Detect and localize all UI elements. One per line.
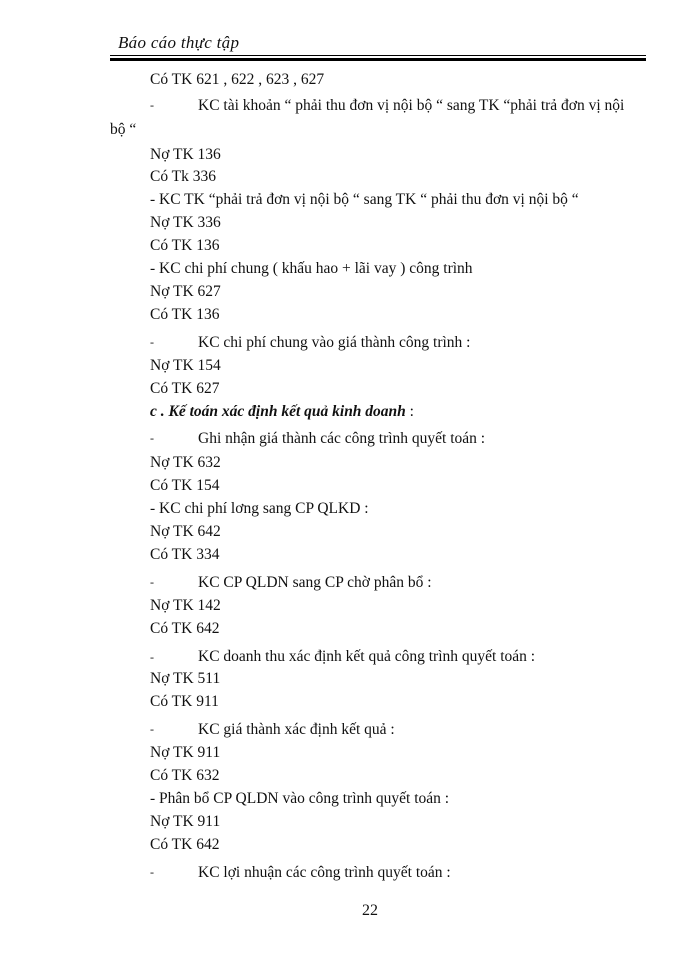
text-line: Nợ TK 136 bbox=[150, 146, 221, 163]
bullet-marker: - bbox=[150, 575, 154, 589]
text-line: Nợ TK 627 bbox=[150, 283, 221, 300]
text-line: Có TK 154 bbox=[150, 477, 220, 494]
header-rule-thick bbox=[110, 58, 646, 61]
text-line: Nợ TK 642 bbox=[150, 523, 221, 540]
text-line: Nợ TK 911 bbox=[150, 744, 221, 761]
text-line: Có TK 621 , 622 , 623 , 627 bbox=[150, 71, 325, 88]
text-line: KC tài khoản “ phải thu đơn vị nội bộ “ sang TK “phải trả đơn vị nội bbox=[198, 97, 625, 114]
text-line: Nợ TK 142 bbox=[150, 597, 221, 614]
section-heading-colon: : bbox=[405, 403, 414, 420]
text-line: Có TK 627 bbox=[150, 380, 220, 397]
text-line: Có TK 334 bbox=[150, 546, 220, 563]
text-line: Nợ TK 336 bbox=[150, 214, 221, 231]
bullet-marker: - bbox=[150, 335, 154, 349]
text-line: - Phân bổ CP QLDN vào công trình quyết toán : bbox=[150, 790, 450, 807]
text-line: Nợ TK 511 bbox=[150, 670, 221, 687]
text-line: KC chi phí chung vào giá thành công trình : bbox=[198, 334, 471, 351]
bullet-marker: - bbox=[150, 722, 154, 736]
section-heading bbox=[150, 402, 414, 422]
text-line: Có TK 642 bbox=[150, 836, 220, 853]
text-line: Nợ TK 632 bbox=[150, 454, 221, 471]
header-rule-thin bbox=[110, 55, 646, 56]
text-line: Có Tk 336 bbox=[150, 168, 217, 185]
text-line: - KC chi phí lơng sang CP QLKD : bbox=[150, 500, 369, 517]
text-line: KC CP QLDN sang CP chờ phân bổ : bbox=[198, 574, 432, 591]
text-line: Ghi nhận giá thành các công trình quyết toán : bbox=[198, 430, 486, 447]
text-line: Nợ TK 911 bbox=[150, 813, 221, 830]
text-line: - KC chi phí chung ( khấu hao + lãi vay ) công trình bbox=[150, 260, 473, 277]
bullet-marker: - bbox=[150, 431, 154, 445]
text-line: Có TK 642 bbox=[150, 620, 220, 637]
running-header: Báo cáo thực tập bbox=[118, 33, 240, 52]
text-line: Nợ TK 154 bbox=[150, 357, 221, 374]
text-line: bộ “ bbox=[110, 121, 137, 138]
page-number: 22 bbox=[362, 902, 378, 919]
bullet-marker: - bbox=[150, 865, 154, 879]
text-line: - KC TK “phải trả đơn vị nội bộ “ sang TK “ phải thu đơn vị nội bộ “ bbox=[150, 191, 579, 208]
text-line: KC lợi nhuận các công trình quyết toán : bbox=[198, 864, 451, 881]
text-line: Có TK 911 bbox=[150, 693, 219, 710]
bullet-marker: - bbox=[150, 650, 154, 664]
bullet-marker: - bbox=[150, 98, 154, 112]
text-line: KC doanh thu xác định kết quả công trình quyết toán : bbox=[198, 648, 536, 665]
section-heading-text: c . Kế toán xác định kết quả kinh doanh bbox=[150, 403, 406, 420]
text-line: Có TK 632 bbox=[150, 767, 220, 784]
text-line: Có TK 136 bbox=[150, 306, 220, 323]
text-line: Có TK 136 bbox=[150, 237, 220, 254]
text-line: KC giá thành xác định kết quả : bbox=[198, 721, 395, 738]
